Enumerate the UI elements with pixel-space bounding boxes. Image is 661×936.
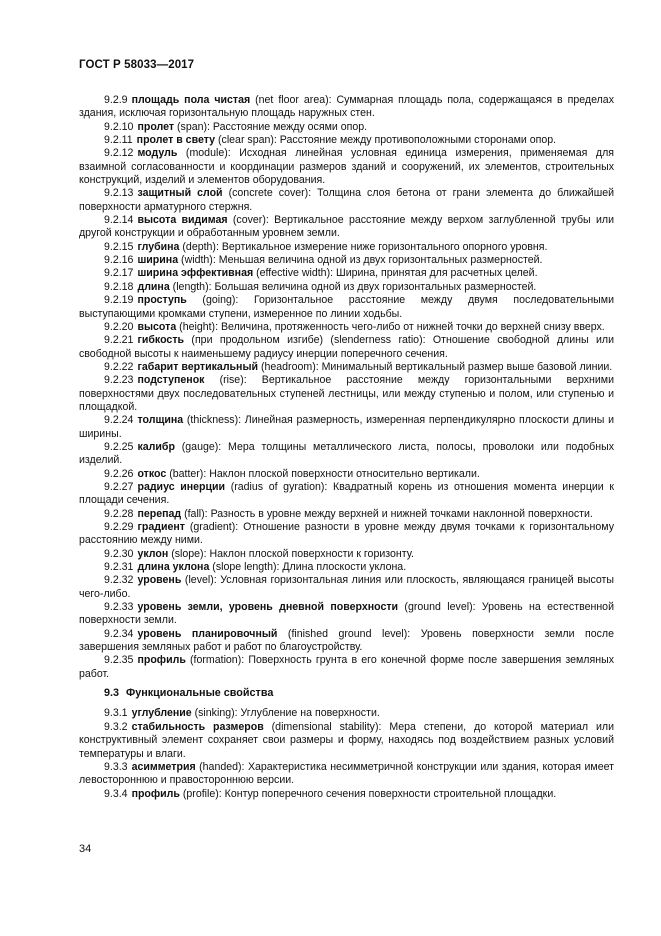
entry-term: перепад	[137, 507, 182, 520]
definition-entry	[79, 94, 614, 121]
definition-entry	[79, 761, 614, 788]
entry-number: 9.2.28	[104, 507, 134, 520]
entry-term: подступенок	[137, 374, 205, 387]
entry-term: толщина	[137, 414, 184, 427]
entry-term: длина	[137, 280, 170, 293]
definition-entry	[79, 468, 614, 481]
entry-term: габарит вертикальный	[137, 360, 259, 373]
entry-term: модуль	[137, 147, 178, 160]
entry-definition: (width): Меньшая величина одной из двух горизонтальных размерностей.	[178, 254, 543, 267]
entry-term: ширина эффективная	[137, 267, 254, 280]
entry-term: пролет в свету	[136, 134, 216, 147]
entry-definition: (clear span): Расстояние между противоположными сторонами опор.	[215, 134, 557, 147]
definition-entry	[79, 654, 614, 681]
entry-term: защитный слой	[137, 187, 223, 200]
definition-entry	[79, 321, 614, 334]
entry-number: 9.2.12	[104, 147, 134, 160]
definition-entry	[79, 241, 614, 254]
entry-term: высота видимая	[137, 214, 228, 227]
entry-definition: (span): Расстояние между осями опор.	[174, 120, 368, 133]
entry-definition: (при продольном изгибе) (slenderness ratio): Отношение свободной длины или свободной высоты к наименьшему радиусу инерции поперечного сечения.	[79, 334, 614, 360]
entry-number: 9.3.1	[104, 707, 128, 720]
entry-number: 9.2.21	[104, 334, 134, 347]
entry-number: 9.2.32	[104, 574, 134, 587]
entry-definition: (net floor area): Суммарная площадь пола, содержащаяся в пределах здания, исключая горизонтальную площадь наружных стен.	[79, 94, 614, 120]
entry-definition: (level): Условная горизонтальная линия или плоскость, являющаяся границей высоты чего-либо.	[79, 574, 614, 600]
definition-entry	[79, 414, 614, 441]
definition-entry	[79, 441, 614, 468]
entry-number: 9.3.4	[104, 787, 128, 800]
entry-number: 9.2.25	[104, 440, 134, 453]
entry-definition: (batter): Наклон плоской поверхности относительно вертикали.	[166, 467, 480, 480]
definition-entry	[79, 788, 614, 801]
entry-definition: (gauge): Мера толщины металлического листа, полосы, проволоки или подобных изделий.	[79, 440, 614, 467]
entry-number: 9.2.18	[104, 280, 134, 293]
entry-number: 9.2.10	[104, 120, 134, 133]
definition-entry	[79, 214, 614, 241]
definition-entry	[79, 521, 614, 548]
entry-definition: (gradient): Отношение разности в уровне между двумя точками к горизонтальному расстоянию между ними.	[79, 521, 614, 547]
section-title: Функциональные свойства	[126, 687, 274, 700]
definition-entry	[79, 548, 614, 561]
section-heading	[79, 687, 614, 700]
entry-number: 9.2.13	[104, 187, 134, 200]
definition-entry	[79, 187, 614, 214]
entry-term: уровень планировочный	[137, 627, 278, 640]
entry-term: асимметрия	[131, 760, 196, 773]
entry-term: уровень	[137, 574, 182, 587]
entry-term: стабильность размеров	[131, 720, 264, 733]
entry-definition: (module): Исходная линейная условная единица измерения, применяемая для взаимной согласованности и координации размеров зданий и сооружений, их элементов, строительных конструкций, изделий и элементов оборудования.	[79, 147, 614, 187]
entry-term: ширина	[137, 254, 179, 267]
entry-number: 9.2.20	[104, 320, 134, 333]
entry-definition: (depth): Вертикальное измерение ниже горизонтального опорного уровня.	[179, 240, 548, 253]
entry-term: длина уклона	[137, 561, 210, 574]
entry-term: площадь пола чистая	[131, 94, 251, 106]
definition-entry	[79, 121, 614, 134]
definition-entry	[79, 508, 614, 521]
entry-definition: (cover): Вертикальное расстояние между верхом заглубленной трубы или другой конструкции и обработанным уровнем земли.	[79, 214, 615, 240]
entry-definition: (slope length): Длина плоскости уклона.	[209, 561, 407, 574]
entry-definition: (ground level): Уровень на естественной поверхности земли.	[79, 601, 614, 627]
section-number: 9.3	[104, 687, 120, 700]
entry-definition: (height): Величина, протяженность чего-либо от нижней точки до верхней снизу вверх.	[176, 320, 605, 333]
entry-term: уклон	[137, 547, 169, 560]
entry-term: радиус инерции	[137, 480, 226, 493]
definition-entry	[79, 267, 614, 280]
definition-entry	[79, 294, 614, 321]
entry-definition: (dimensional stability): Мера степени, до которой материал или конструктивный элемент сохраняет свои размеры и форму, находясь под воздействием разных условий температуры и влаги.	[79, 720, 615, 760]
entry-definition: (handed): Характеристика несимметричной конструкции или здания, которая имеет левостороннюю и правостороннюю версии.	[79, 760, 614, 787]
entry-definition: (concrete cover): Толщина слоя бетона от грани элемента до ближайшей поверхности арматурного стержня.	[79, 187, 615, 213]
entry-term: уровень земли, уровень дневной поверхности	[137, 601, 399, 614]
entry-number: 9.2.22	[104, 360, 134, 373]
entry-definition: (length): Большая величина одной из двух горизонтальных размерностей.	[169, 280, 537, 293]
entry-term: гибкость	[137, 334, 185, 347]
definition-entry	[79, 147, 614, 187]
entry-definition: (finished ground level): Уровень поверхности земли после завершения земляных работ и работ по благоустройству.	[79, 627, 615, 654]
entry-number: 9.3.3	[104, 760, 128, 773]
definition-entry	[79, 561, 614, 574]
entry-definition: (thickness): Линейная размерность, измеренная перпендикулярно плоскости длины и ширины.	[79, 414, 614, 440]
entry-definition: (formation): Поверхность грунта в его конечной форме после завершения земляных работ.	[79, 654, 614, 680]
page-number: 34	[79, 843, 92, 855]
entry-number: 9.2.26	[104, 467, 134, 480]
entry-number: 9.2.24	[104, 414, 134, 427]
entry-definition: (rise): Вертикальное расстояние между горизонтальными верхними поверхностями двух последовательных ступеней лестницы, или между ступенью и полом, или ступенью и площадкой.	[79, 374, 614, 413]
entry-term: откос	[137, 467, 167, 480]
definition-entry	[79, 134, 614, 147]
entry-definition: (going): Горизонтальное расстояние между двумя последовательными выступающими кромками ступени, измеренное по линии ходьбы.	[79, 294, 614, 320]
entry-term: градиент	[137, 521, 185, 533]
entries-list-9-2	[79, 94, 614, 681]
entry-number: 9.2.15	[104, 240, 134, 253]
entry-number: 9.2.16	[104, 254, 134, 267]
entry-definition: (headroom): Минимальный вертикальный размер выше базовой линии.	[258, 360, 613, 373]
entry-number: 9.2.11	[104, 134, 133, 147]
entry-term: высота	[137, 320, 177, 333]
entry-definition: (radius of gyration): Квадратный корень из отношения момента инерции к площади сечения.	[79, 480, 615, 507]
entry-number: 9.2.27	[104, 480, 134, 493]
entry-number: 9.2.33	[104, 601, 134, 614]
entry-number: 9.2.35	[104, 654, 134, 667]
definition-entry	[79, 361, 614, 374]
entries-list-9-3	[79, 707, 614, 800]
definition-entry	[79, 281, 614, 294]
definition-entry	[79, 481, 614, 508]
entry-term: глубина	[137, 240, 180, 253]
entry-term: пролет	[137, 120, 175, 133]
entry-definition: (sinking): Углубление на поверхности.	[191, 707, 380, 720]
entry-number: 9.2.23	[104, 374, 134, 387]
entry-term: углубление	[131, 707, 192, 720]
entry-number: 9.2.29	[104, 521, 134, 533]
entry-term: профиль	[131, 787, 180, 800]
entry-term: проступь	[137, 294, 187, 307]
entry-definition: (effective width): Ширина, принятая для расчетных целей.	[253, 267, 538, 280]
entry-number: 9.2.31	[104, 561, 134, 574]
entry-number: 9.2.14	[104, 214, 134, 227]
definition-entry	[79, 721, 614, 761]
definition-entry	[79, 707, 614, 720]
definition-entry	[79, 254, 614, 267]
entry-number: 9.2.9	[104, 94, 128, 106]
entry-definition: (fall): Разность в уровне между верхней и нижней точками наклонной поверхности.	[181, 507, 593, 520]
definition-entry	[79, 374, 614, 414]
definition-entry	[79, 574, 614, 601]
entry-number: 9.2.30	[104, 547, 134, 560]
document-body	[79, 94, 614, 801]
entry-number: 9.2.34	[104, 627, 134, 640]
entry-number: 9.2.19	[104, 294, 134, 307]
document-header: ГОСТ Р 58033—2017	[79, 59, 195, 71]
entry-number: 9.2.17	[104, 267, 134, 280]
entry-term: калибр	[137, 440, 175, 453]
entry-term: профиль	[137, 654, 186, 667]
definition-entry	[79, 601, 614, 628]
entry-definition: (slope): Наклон плоской поверхности к горизонту.	[168, 547, 414, 560]
definition-entry	[79, 628, 614, 655]
definition-entry	[79, 334, 614, 361]
entry-definition: (profile): Контур поперечного сечения поверхности строительной площадки.	[179, 787, 557, 800]
entry-number: 9.3.2	[104, 720, 128, 733]
